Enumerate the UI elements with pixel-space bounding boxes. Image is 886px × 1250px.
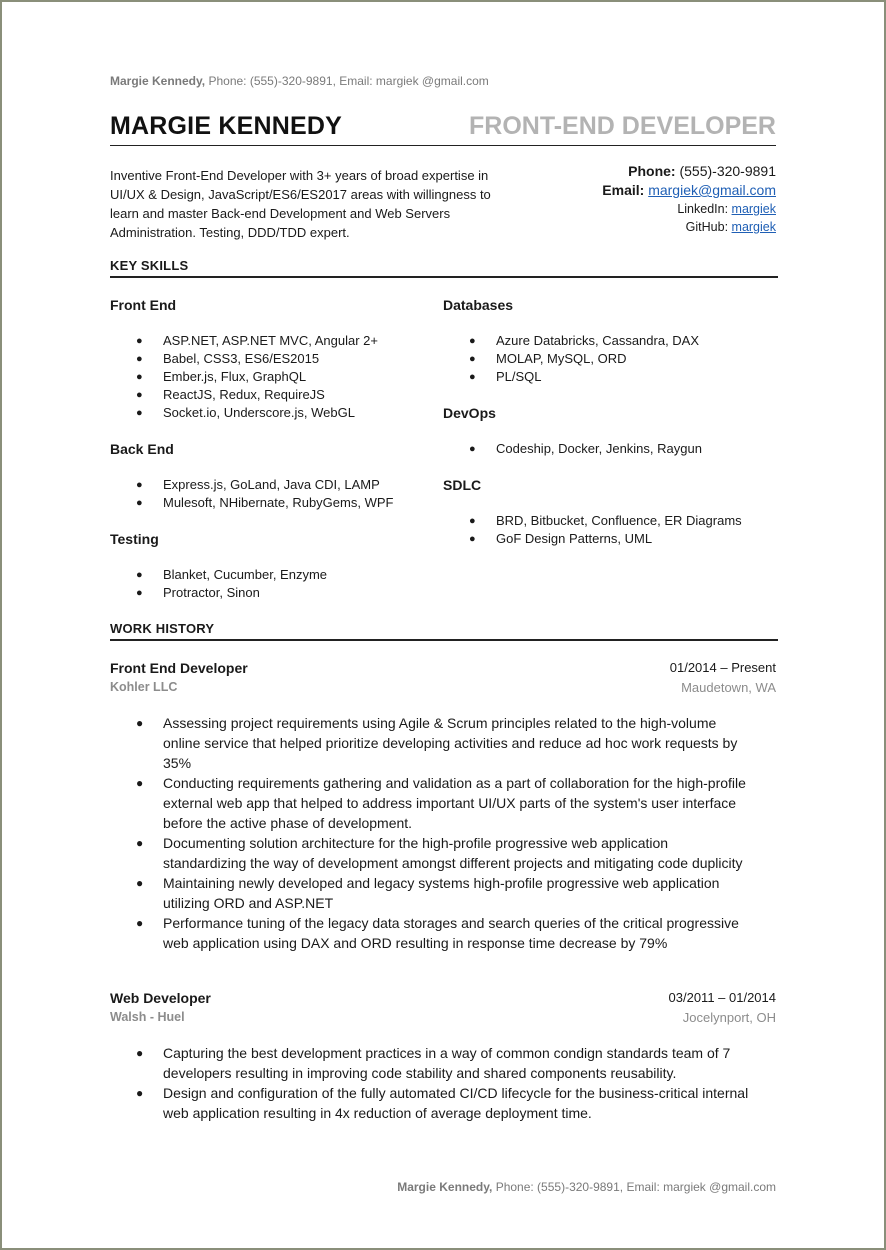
devops-heading: DevOps [443,405,496,421]
summary-text: Inventive Front-End Developer with 3+ years of broad expertise in UI/UX & Design, JavaScript/ES6/ES2017 areas with willingness to learn and master Back-end Development and Web Servers Administration. Testing, DDD/TDD expert. [110,168,491,240]
linkedin-link[interactable]: margiek [731,202,776,216]
list-item: ● Socket.io, Underscore.js, WebGL [110,404,378,422]
front-end-heading: Front End [110,297,177,313]
job-date: 01/2014 – Present [669,660,776,675]
email-label: Email: [602,182,645,198]
job-company: Walsh - Huel [110,1010,185,1024]
header-contact-details: Phone: (555)-320-9891, Email: margiek @gmail.com [205,74,489,88]
list-item: ● Blanket, Cucumber, Enzyme [110,566,327,584]
list-item: ● PL/SQL [443,368,699,386]
list-item: ● Performance tuning of the legacy data storages and search queries of the critical progressive web application using DAX and ORD resulting in response time decrease by 79% [110,913,750,953]
linkedin-label: LinkedIn: [677,202,732,216]
list-item: ● Assessing project requirements using Agile & Scrum principles related to the high-volume online service that helped prioritize developing activities and reduce ad hoc work requests by 35% [110,713,750,773]
footer-name: Margie Kennedy, [397,1180,493,1194]
footer-contact-details: Phone: (555)-320-9891, Email: margiek @gmail.com [492,1180,776,1194]
key-skills-divider [110,276,778,278]
databases-list [443,332,699,386]
list-item: ● Mulesoft, NHibernate, RubyGems, WPF [110,494,393,512]
list-item: ● Capturing the best development practices in a way of common condign standards team of 7 developers resulting in improving code stability and shared components reusability. [110,1043,750,1083]
title-divider [110,145,776,146]
github-label: GitHub: [685,220,732,234]
list-item: ● Conducting requirements gathering and validation as a part of collaboration for the high-profile external web app that helped to address important UI/UX parts of the system's user interface before the active phase of development. [110,773,750,833]
github-link[interactable]: margiek [731,220,776,234]
list-item: ● Documenting solution architecture for the high-profile progressive web application standardizing the way of development amongst different projects and mitigating code duplicity [110,833,750,873]
back-end-list [110,476,393,512]
header-contact-line [110,74,489,88]
contact-phone [602,162,776,181]
resume-role: FRONT-END DEVELOPER [469,112,776,140]
contact-github [602,218,776,236]
list-item: ● Codeship, Docker, Jenkins, Raygun [443,440,702,458]
work-history-divider [110,639,778,641]
devops-list [443,440,702,458]
contact-linkedin [602,200,776,218]
email-link[interactable]: margiek@gmail.com [648,182,776,198]
footer-contact-line [397,1180,776,1194]
list-item: ● GoF Design Patterns, UML [443,530,742,548]
testing-list [110,566,327,602]
testing-heading: Testing [110,531,159,547]
sdlc-list [443,512,742,548]
list-item: ● Babel, CSS3, ES6/ES2015 [110,350,378,368]
job-date: 03/2011 – 01/2014 [668,990,776,1005]
list-item: ● Maintaining newly developed and legacy systems high-profile progressive web application utilizing ORD and ASP.NET [110,873,750,913]
list-item: ● MOLAP, MySQL, ORD [443,350,699,368]
resume-name: MARGIE KENNEDY [110,112,342,140]
job-duties-list [110,1043,750,1123]
job-location: Jocelynport, OH [682,1010,776,1025]
list-item: ● BRD, Bitbucket, Confluence, ER Diagrams [443,512,742,530]
list-item: ● Design and configuration of the fully automated CI/CD lifecycle for the business-critical internal web application resulting in 4x reduction of average deployment time. [110,1083,750,1123]
sdlc-heading: SDLC [443,477,482,493]
job-title: Front End Developer [110,660,248,676]
back-end-heading: Back End [110,441,174,457]
job-duties-list [110,713,750,953]
list-item: ● Ember.js, Flux, GraphQL [110,368,378,386]
list-item: ● Protractor, Sinon [110,584,327,602]
databases-heading: Databases [443,297,514,313]
header-name: Margie Kennedy, [110,74,206,88]
list-item: ● ASP.NET, ASP.NET MVC, Angular 2+ [110,332,378,350]
list-item: ● ReactJS, Redux, RequireJS [110,386,378,404]
contact-email [602,181,776,200]
list-item: ● Azure Databricks, Cassandra, DAX [443,332,699,350]
key-skills-heading: KEY SKILLS [110,258,189,273]
phone-value: (555)-320-9891 [675,163,776,179]
work-history-heading: WORK HISTORY [110,621,215,636]
job-location: Maudetown, WA [681,680,776,695]
phone-label: Phone: [628,163,676,179]
contact-block [602,162,776,236]
list-item: ● Express.js, GoLand, Java CDI, LAMP [110,476,393,494]
job-company: Kohler LLC [110,680,178,694]
front-end-list [110,332,378,422]
job-title: Web Developer [110,990,211,1006]
